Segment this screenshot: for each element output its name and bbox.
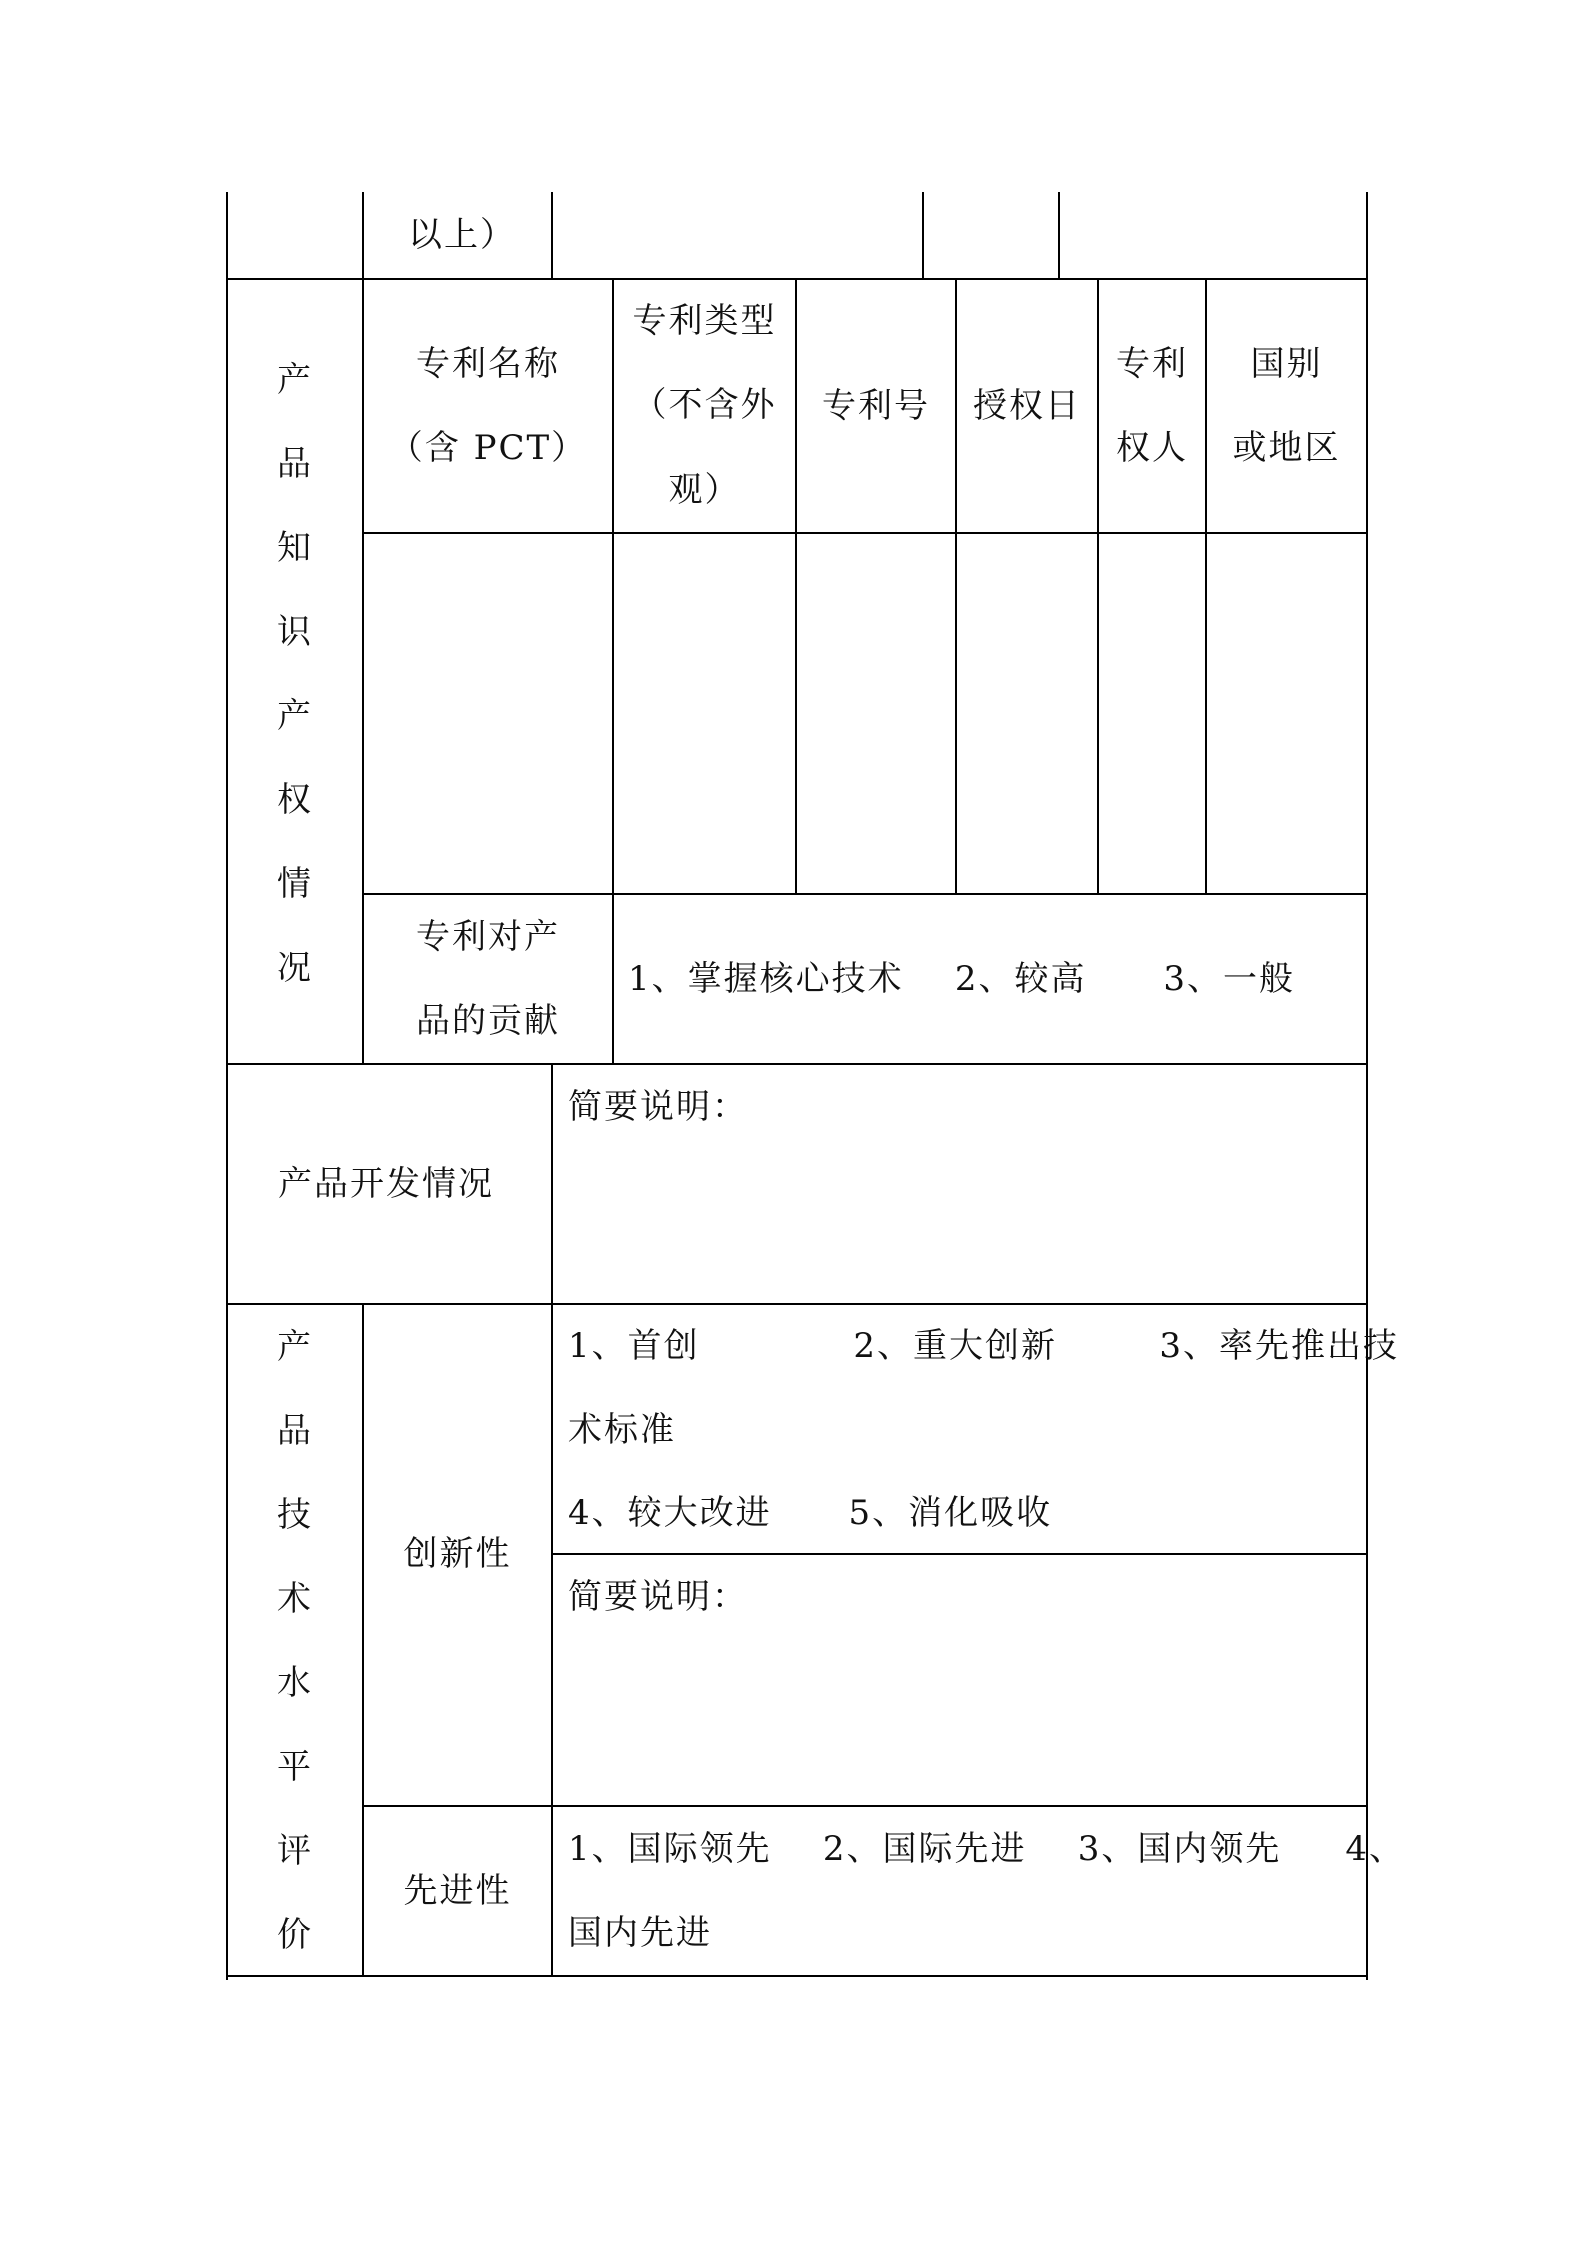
row-divider xyxy=(362,532,1368,534)
row-divider xyxy=(362,893,1368,895)
tech-label-char: 技 xyxy=(277,1495,311,1535)
col-divider xyxy=(551,192,553,280)
ip-label-char: 识 xyxy=(277,612,311,652)
header-country-sub: 或地区 xyxy=(1232,428,1341,468)
ip-label-char: 情 xyxy=(277,864,311,904)
row-divider xyxy=(226,1063,1368,1065)
innovation-options-line1: 1、首创 2、重大创新 3、率先推出技 xyxy=(568,1326,1400,1366)
header-patent-number: 专利号 xyxy=(822,386,930,426)
ip-label-char: 知 xyxy=(277,528,311,568)
row-divider xyxy=(226,1303,1368,1305)
contribution-options: 1、掌握核心技术 2、较高 3、一般 xyxy=(628,959,1295,999)
tech-label-char: 品 xyxy=(277,1411,311,1451)
ip-label-char: 产 xyxy=(277,696,311,736)
contribution-label: 专利对产 xyxy=(416,917,560,957)
tech-label-char: 水 xyxy=(277,1663,311,1703)
header-patent-type-sub2: 观） xyxy=(668,470,741,510)
innovation-options-line2: 术标准 xyxy=(568,1410,676,1450)
continuation-text: 以上） xyxy=(408,215,516,255)
header-patent-name: 专利名称 xyxy=(416,344,560,384)
row-divider xyxy=(226,278,1368,280)
col-divider xyxy=(551,1063,553,1305)
innovation-note: 简要说明： xyxy=(568,1577,748,1617)
ip-section-label xyxy=(264,338,324,1010)
tech-label-char: 评 xyxy=(277,1831,311,1871)
table-border-right xyxy=(1366,192,1368,1980)
row-divider xyxy=(551,1553,1368,1555)
col-divider xyxy=(922,192,924,280)
ip-label-char: 况 xyxy=(277,948,311,988)
innovation-label: 创新性 xyxy=(403,1534,512,1574)
col-divider xyxy=(1058,192,1060,280)
header-patent-holder-sub: 权人 xyxy=(1116,428,1188,468)
header-patent-type: 专利类型 xyxy=(632,301,777,341)
tech-label-char: 术 xyxy=(277,1579,311,1619)
dev-section-label: 产品开发情况 xyxy=(278,1164,494,1204)
col-divider xyxy=(551,1303,553,1977)
col-divider xyxy=(955,278,957,895)
tech-label-char: 产 xyxy=(277,1327,311,1367)
tech-label-char: 价 xyxy=(277,1915,311,1955)
advanced-label: 先进性 xyxy=(403,1871,512,1911)
advanced-options-line1: 1、国际领先 2、国际先进 3、国内领先 4、 xyxy=(568,1829,1406,1869)
tech-label-char: 平 xyxy=(277,1747,311,1787)
header-patent-type-sub1: （不含外 xyxy=(632,385,777,425)
advanced-options-line2: 国内先进 xyxy=(568,1913,712,1953)
col-divider xyxy=(362,192,364,280)
ip-label-char: 产 xyxy=(277,360,311,400)
header-grant-date: 授权日 xyxy=(973,386,1081,426)
header-patent-holder: 专利 xyxy=(1116,344,1188,384)
contribution-label-sub: 品的贡献 xyxy=(416,1001,560,1041)
tech-section-label xyxy=(264,1305,324,1977)
row-divider xyxy=(362,1805,1368,1807)
ip-label-char: 权 xyxy=(277,780,311,820)
header-country: 国别 xyxy=(1250,344,1323,384)
table-border-left xyxy=(226,192,228,1980)
dev-section-note: 简要说明： xyxy=(568,1087,748,1127)
header-patent-name-sub: （含 PCT） xyxy=(388,428,588,468)
ip-label-char: 品 xyxy=(277,444,311,484)
col-divider xyxy=(795,278,797,895)
innovation-options-line3: 4、较大改进 5、消化吸收 xyxy=(568,1493,1053,1533)
row-divider xyxy=(226,1975,1368,1977)
